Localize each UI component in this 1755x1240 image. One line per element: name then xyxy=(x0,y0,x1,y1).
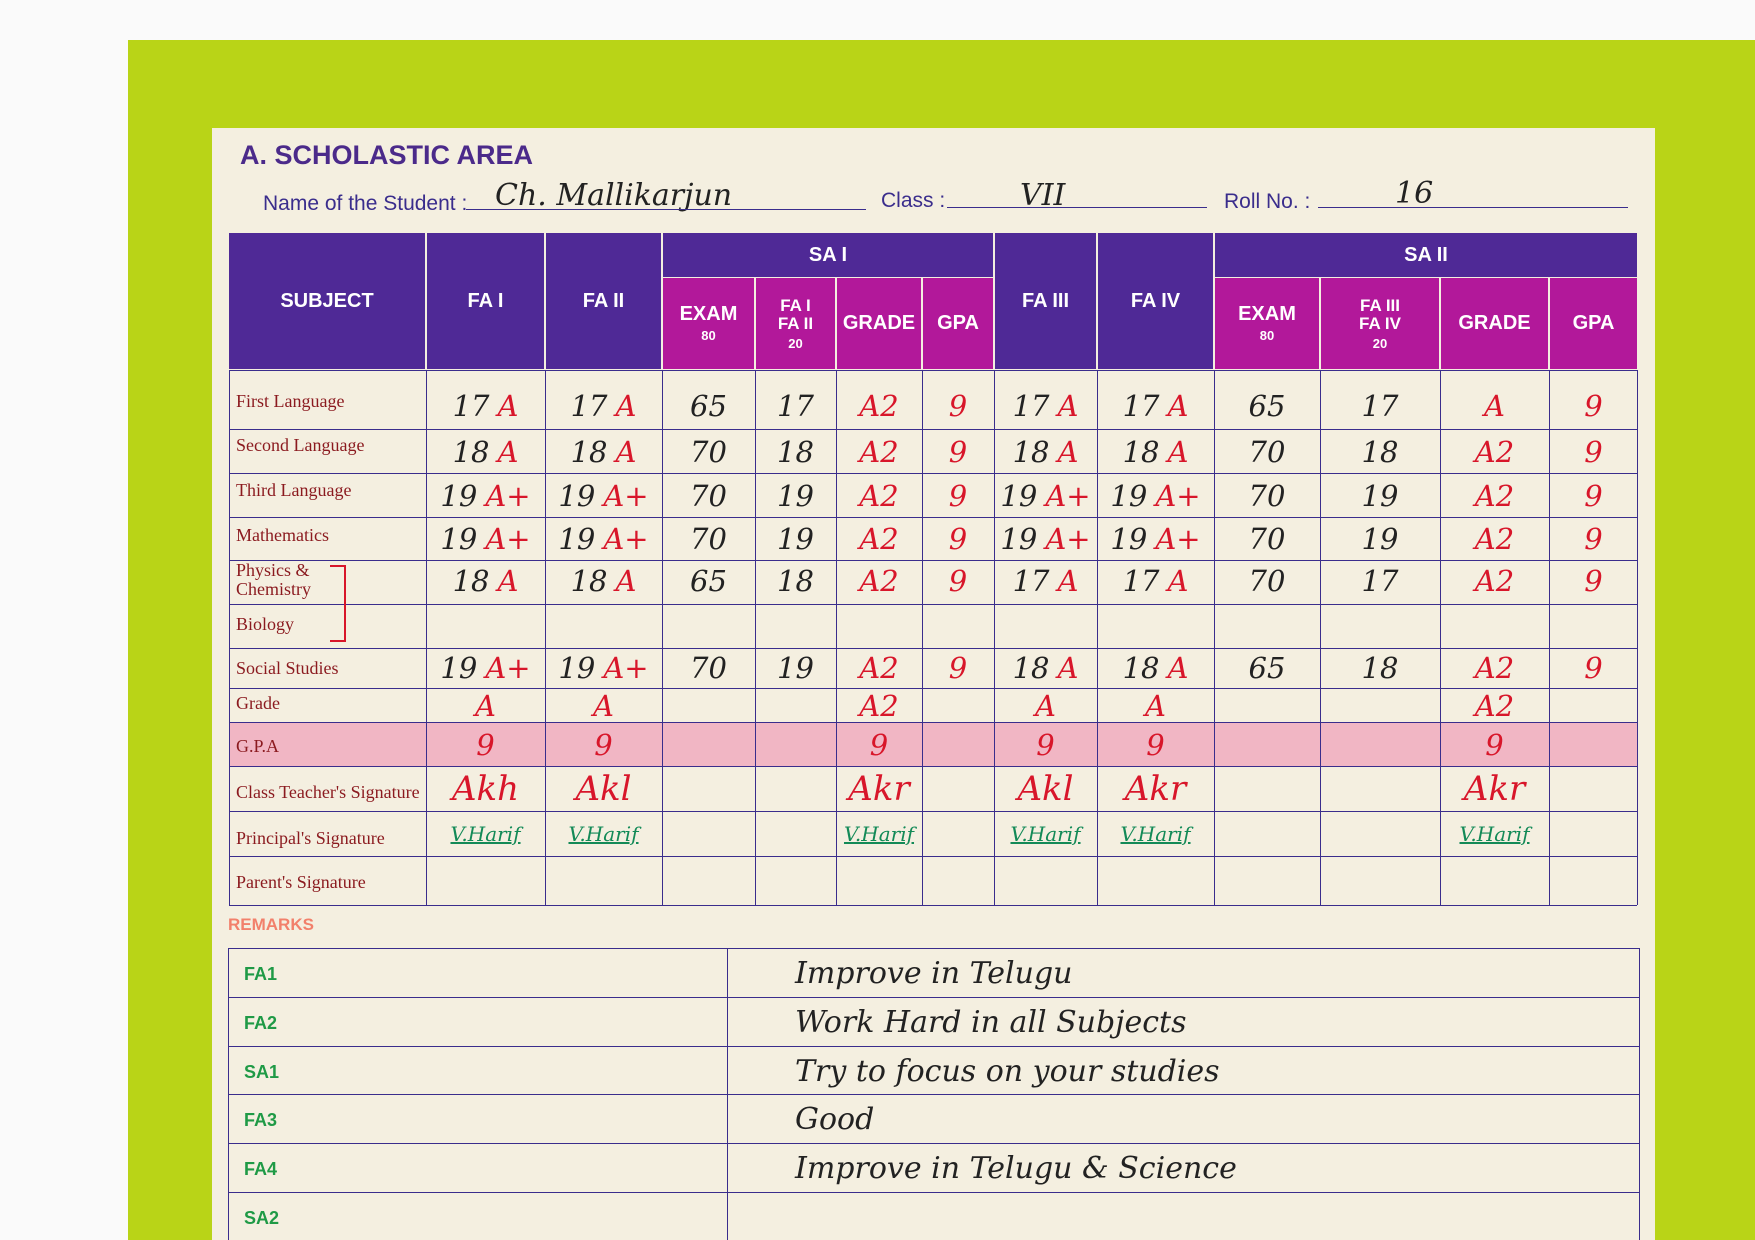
header-sa1: SA I xyxy=(663,233,993,277)
table-cell xyxy=(923,604,993,646)
mark-value: 18 xyxy=(1012,435,1050,469)
row-label-parent-signature: Parent's Signature xyxy=(236,872,366,892)
remarks-grid-line xyxy=(1639,948,1640,1240)
grade-value: A xyxy=(1167,435,1189,469)
table-cell xyxy=(1215,474,1319,518)
table-cell xyxy=(663,604,754,646)
grade-value: A+ xyxy=(603,522,649,556)
table-cell xyxy=(1321,648,1439,688)
table-cell xyxy=(1441,430,1548,474)
table-cell xyxy=(995,604,1096,646)
table-cell xyxy=(1550,518,1637,560)
mark-value: 18 xyxy=(452,564,490,598)
mark-value: 17 xyxy=(1122,389,1160,423)
table-cell xyxy=(546,560,661,602)
table-cell xyxy=(756,474,835,518)
grade-value: 9 xyxy=(1584,479,1603,513)
mark-value: 19 xyxy=(777,522,814,556)
grade-value: A2 xyxy=(859,435,899,469)
mark-value: 18 xyxy=(570,435,608,469)
remarks-grid-line xyxy=(228,948,1639,949)
roll-line xyxy=(1318,207,1628,208)
row-label-social-studies: Social Studies xyxy=(236,658,339,678)
table-cell xyxy=(1215,560,1319,602)
mark-value: 19 xyxy=(558,479,596,513)
table-cell xyxy=(1098,560,1213,602)
overall-gpa: 9 xyxy=(1485,727,1504,762)
table-cell xyxy=(923,384,993,428)
table-cell xyxy=(546,474,661,518)
teacher-signature: Akh xyxy=(451,769,520,809)
mark-value: 17 xyxy=(1012,564,1050,598)
mark-value: 18 xyxy=(1012,651,1050,685)
grade-value: A xyxy=(497,389,519,423)
table-cell xyxy=(1321,430,1439,474)
table-cell xyxy=(1550,648,1637,688)
grade-value: 9 xyxy=(948,522,968,556)
teacher-signature: Akl xyxy=(575,769,632,809)
table-column-line xyxy=(229,370,230,905)
overall-grade: A xyxy=(593,688,614,723)
grade-value: A+ xyxy=(1045,522,1091,556)
grade-value: A+ xyxy=(1045,479,1091,513)
class-label: Class : xyxy=(881,189,946,212)
principal-signature: V.Harif xyxy=(568,822,639,846)
mark-value: 17 xyxy=(1122,564,1160,598)
grade-value: A xyxy=(1484,389,1505,423)
header-sa2-gpa: GPA xyxy=(1550,278,1637,369)
table-cell xyxy=(663,518,754,560)
mark-value: 19 xyxy=(440,479,478,513)
mark-value: 70 xyxy=(690,435,727,469)
mark-value: 17 xyxy=(1361,389,1399,423)
table-cell xyxy=(756,560,835,602)
table-cell xyxy=(427,518,544,560)
remark-label: SA1 xyxy=(244,1062,280,1082)
overall-gpa-cell xyxy=(1441,723,1548,766)
mark-value: 19 xyxy=(558,651,596,685)
table-cell xyxy=(546,648,661,688)
table-cell xyxy=(1215,384,1319,428)
row-label-gpa: G.P.A xyxy=(236,736,280,756)
table-cell xyxy=(663,560,754,602)
principal-signature-cell xyxy=(995,812,1096,856)
mark-value: 70 xyxy=(690,651,727,685)
remark-label: FA4 xyxy=(244,1159,278,1179)
principal-signature: V.Harif xyxy=(1010,822,1081,846)
mark-value: 17 xyxy=(1012,389,1050,423)
grade-value: A+ xyxy=(603,479,649,513)
table-cell xyxy=(1321,604,1439,646)
grade-value: A2 xyxy=(859,389,899,423)
table-cell xyxy=(995,518,1096,560)
remarks-grid-line xyxy=(228,997,1639,998)
table-cell xyxy=(1098,648,1213,688)
grade-value: A2 xyxy=(859,522,899,556)
table-cell xyxy=(756,518,835,560)
mark-value: 19 xyxy=(558,522,596,556)
table-cell xyxy=(663,384,754,428)
table-cell xyxy=(1098,474,1213,518)
remarks-grid-line xyxy=(228,1143,1639,1144)
teacher-signature: Akr xyxy=(848,769,910,809)
table-cell xyxy=(995,560,1096,602)
table-row-line xyxy=(229,905,1637,906)
overall-gpa-cell xyxy=(427,723,544,766)
remarks-grid-line xyxy=(228,1094,1639,1095)
table-cell xyxy=(923,560,993,602)
grade-value: A xyxy=(1167,651,1189,685)
remarks-grid-line xyxy=(228,1192,1639,1193)
grade-value: 9 xyxy=(1584,564,1603,598)
row-label-mathematics: Mathematics xyxy=(236,525,329,545)
table-cell xyxy=(427,474,544,518)
remarks-grid-line xyxy=(228,1046,1639,1047)
table-cell xyxy=(837,384,921,428)
mark-value: 19 xyxy=(777,651,814,685)
mark-value: 19 xyxy=(440,522,478,556)
row-label-class-teacher-signature: Class Teacher's Signature xyxy=(236,782,420,802)
table-cell xyxy=(427,430,544,474)
principal-signature-cell xyxy=(1441,812,1548,856)
grade-value: A2 xyxy=(1474,651,1515,685)
mark-value: 17 xyxy=(452,389,490,423)
row-label-second-language: Second Language xyxy=(236,435,365,455)
grade-value: 9 xyxy=(948,564,968,598)
mark-value: 17 xyxy=(777,389,814,423)
grade-value: 9 xyxy=(948,651,968,685)
table-cell xyxy=(427,384,544,428)
table-cell xyxy=(923,430,993,474)
table-cell xyxy=(546,518,661,560)
table-cell xyxy=(1215,648,1319,688)
table-cell xyxy=(1098,518,1213,560)
overall-gpa: 9 xyxy=(1146,727,1165,762)
remark-text: Good xyxy=(795,1102,875,1137)
grade-value: A2 xyxy=(1474,435,1515,469)
remark-text: Work Hard in all Subjects xyxy=(795,1005,1187,1040)
table-cell xyxy=(837,430,921,474)
overall-gpa: 9 xyxy=(869,727,889,762)
table-cell xyxy=(1215,430,1319,474)
grade-value: 9 xyxy=(948,389,968,423)
overall-grade-cell xyxy=(427,689,544,722)
table-cell xyxy=(995,474,1096,518)
mark-value: 70 xyxy=(1248,522,1286,556)
header-sa1-exam: EXAM 80 xyxy=(663,278,754,369)
table-cell xyxy=(1550,604,1637,646)
overall-gpa: 9 xyxy=(476,727,495,762)
mark-value: 19 xyxy=(1000,522,1038,556)
table-cell xyxy=(1441,648,1548,688)
teacher-signature: Akr xyxy=(1124,769,1187,809)
overall-grade-cell xyxy=(1441,689,1548,722)
principal-signature: V.Harif xyxy=(450,822,521,846)
principal-signature-cell xyxy=(546,812,661,856)
table-cell xyxy=(1098,604,1213,646)
table-cell xyxy=(427,604,544,646)
overall-grade: A2 xyxy=(1474,688,1515,723)
teacher-signature-cell xyxy=(1441,767,1548,811)
header-sa1-gpa: GPA xyxy=(923,278,993,369)
student-name-label: Name of the Student : xyxy=(263,192,468,215)
row-label-third-language: Third Language xyxy=(236,480,352,500)
table-cell xyxy=(1441,384,1548,428)
grade-value: A2 xyxy=(859,564,899,598)
grade-value: A2 xyxy=(1474,479,1515,513)
row-label-principal-signature: Principal's Signature xyxy=(236,828,385,848)
grade-value: A xyxy=(497,435,519,469)
mark-value: 19 xyxy=(777,479,814,513)
mark-value: 70 xyxy=(1248,564,1286,598)
overall-grade-cell xyxy=(995,689,1096,722)
roll-label: Roll No. : xyxy=(1224,190,1311,213)
overall-gpa-cell xyxy=(546,723,661,766)
header-sa1-fa: FA I FA II 20 xyxy=(756,278,835,369)
table-cell xyxy=(837,560,921,602)
section-title: A. SCHOLASTIC AREA xyxy=(240,140,534,170)
mark-value: 18 xyxy=(1122,651,1160,685)
mark-value: 18 xyxy=(777,435,814,469)
grade-value: 9 xyxy=(1584,389,1603,423)
table-cell xyxy=(546,604,661,646)
grade-value: 9 xyxy=(1584,522,1603,556)
remark-text: Improve in Telugu & Science xyxy=(795,1151,1237,1186)
remarks-title: REMARKS xyxy=(228,915,314,934)
table-cell xyxy=(1441,560,1548,602)
grade-value: A xyxy=(1057,564,1079,598)
table-cell xyxy=(1321,518,1439,560)
table-cell xyxy=(756,648,835,688)
overall-grade-cell xyxy=(546,689,661,722)
teacher-signature: Akl xyxy=(1017,769,1074,809)
grade-value: A xyxy=(1057,389,1079,423)
grade-value: A2 xyxy=(859,479,899,513)
table-cell xyxy=(837,648,921,688)
header-subject: SUBJECT xyxy=(229,233,425,369)
roll-value: 16 xyxy=(1395,176,1434,211)
mark-value: 65 xyxy=(690,564,727,598)
header-fa4: FA IV xyxy=(1098,233,1213,369)
student-name-line xyxy=(466,209,866,210)
grade-value: A+ xyxy=(603,651,649,685)
table-cell xyxy=(995,430,1096,474)
overall-gpa-cell xyxy=(995,723,1096,766)
overall-grade: A xyxy=(475,688,496,723)
overall-grade-cell xyxy=(837,689,921,722)
grade-value: A+ xyxy=(485,522,531,556)
overall-gpa: 9 xyxy=(1036,727,1055,762)
grade-value: 9 xyxy=(948,435,968,469)
mark-value: 19 xyxy=(1361,522,1399,556)
grade-value: A xyxy=(615,564,637,598)
table-cell xyxy=(837,604,921,646)
table-cell xyxy=(1550,384,1637,428)
teacher-signature-cell xyxy=(427,767,544,811)
remark-label: FA1 xyxy=(244,964,278,984)
table-row-line xyxy=(229,370,1637,371)
table-cell xyxy=(1098,430,1213,474)
table-cell xyxy=(663,648,754,688)
overall-grade: A2 xyxy=(859,688,899,723)
table-cell xyxy=(1321,384,1439,428)
table-cell xyxy=(546,384,661,428)
remark-text: Try to focus on your studies xyxy=(795,1054,1220,1089)
teacher-signature-cell xyxy=(546,767,661,811)
science-bracket xyxy=(330,565,346,642)
table-cell xyxy=(995,648,1096,688)
grade-value: A xyxy=(1167,389,1189,423)
remark-label: FA2 xyxy=(244,1013,278,1033)
mark-value: 65 xyxy=(690,389,727,423)
principal-signature-cell xyxy=(837,812,921,856)
table-cell xyxy=(1441,518,1548,560)
mark-value: 70 xyxy=(1248,435,1286,469)
overall-gpa: 9 xyxy=(594,727,613,762)
table-cell xyxy=(1215,604,1319,646)
teacher-signature-cell xyxy=(995,767,1096,811)
grade-value: A+ xyxy=(1155,479,1201,513)
teacher-signature-cell xyxy=(837,767,921,811)
table-cell xyxy=(923,474,993,518)
table-cell xyxy=(1550,430,1637,474)
overall-gpa-cell xyxy=(837,723,921,766)
header-fa3: FA III xyxy=(995,233,1096,369)
table-cell xyxy=(995,384,1096,428)
mark-value: 70 xyxy=(690,479,727,513)
table-cell xyxy=(756,384,835,428)
header-fa2: FA II xyxy=(546,233,661,369)
header-sa2-fa: FA III FA IV 20 xyxy=(1321,278,1439,369)
overall-grade: A xyxy=(1035,688,1056,723)
table-cell xyxy=(1441,474,1548,518)
table-cell xyxy=(923,518,993,560)
table-cell xyxy=(837,474,921,518)
table-cell xyxy=(1098,384,1213,428)
table-cell xyxy=(546,430,661,474)
grade-value: A+ xyxy=(1155,522,1201,556)
row-label-biology: Biology xyxy=(236,614,295,634)
row-label-physics-chemistry: Physics & Chemistry xyxy=(236,560,311,599)
mark-value: 18 xyxy=(452,435,490,469)
grade-value: A2 xyxy=(1474,522,1515,556)
grade-value: A2 xyxy=(859,651,899,685)
header-sa2-grade: GRADE xyxy=(1441,278,1548,369)
mark-value: 18 xyxy=(1361,435,1399,469)
grade-value: A xyxy=(1057,435,1079,469)
table-cell xyxy=(923,648,993,688)
remark-label: SA2 xyxy=(244,1208,280,1228)
principal-signature: V.Harif xyxy=(1120,822,1191,846)
teacher-signature: Akr xyxy=(1463,769,1526,809)
table-cell xyxy=(1441,604,1548,646)
teacher-signature-cell xyxy=(1098,767,1213,811)
principal-signature-cell xyxy=(427,812,544,856)
grade-value: 9 xyxy=(1584,435,1603,469)
principal-signature: V.Harif xyxy=(1459,822,1530,846)
remark-text: Improve in Telugu xyxy=(795,956,1073,991)
table-cell xyxy=(1215,518,1319,560)
principal-signature: V.Harif xyxy=(843,822,915,846)
table-cell xyxy=(837,518,921,560)
grade-value: A xyxy=(497,564,519,598)
grade-value: A2 xyxy=(1474,564,1515,598)
mark-value: 65 xyxy=(1248,389,1286,423)
mark-value: 65 xyxy=(1248,651,1286,685)
header-sa1-grade: GRADE xyxy=(837,278,921,369)
table-cell xyxy=(427,648,544,688)
grade-value: A xyxy=(1057,651,1079,685)
header-fa1: FA I xyxy=(427,233,544,369)
row-label-first-language: First Language xyxy=(236,391,345,411)
mark-value: 19 xyxy=(1110,479,1148,513)
mark-value: 19 xyxy=(440,651,478,685)
overall-grade-cell xyxy=(1098,689,1213,722)
table-column-line xyxy=(1637,370,1638,905)
grade-value: A xyxy=(1167,564,1189,598)
mark-value: 70 xyxy=(1248,479,1286,513)
mark-value: 17 xyxy=(570,389,608,423)
mark-value: 18 xyxy=(570,564,608,598)
table-cell xyxy=(756,604,835,646)
mark-value: 70 xyxy=(690,522,727,556)
table-cell xyxy=(663,474,754,518)
table-cell xyxy=(756,430,835,474)
overall-gpa-cell xyxy=(1098,723,1213,766)
principal-signature-cell xyxy=(1098,812,1213,856)
class-value: VII xyxy=(1020,178,1066,213)
mark-value: 19 xyxy=(1000,479,1038,513)
mark-value: 18 xyxy=(777,564,814,598)
mark-value: 19 xyxy=(1110,522,1148,556)
table-cell xyxy=(1550,474,1637,518)
table-cell xyxy=(663,430,754,474)
grade-value: 9 xyxy=(948,479,968,513)
grade-value: A xyxy=(615,435,637,469)
grade-value: 9 xyxy=(1584,651,1603,685)
grade-value: A xyxy=(615,389,637,423)
class-line xyxy=(947,207,1207,208)
table-cell xyxy=(1321,474,1439,518)
table-cell xyxy=(1321,560,1439,602)
grade-value: A+ xyxy=(485,479,531,513)
overall-grade: A xyxy=(1145,688,1166,723)
mark-value: 19 xyxy=(1361,479,1399,513)
mark-value: 18 xyxy=(1361,651,1399,685)
mark-value: 17 xyxy=(1361,564,1399,598)
table-cell xyxy=(427,560,544,602)
remark-label: FA3 xyxy=(244,1110,278,1130)
header-sa2: SA II xyxy=(1215,233,1637,277)
mark-value: 18 xyxy=(1122,435,1160,469)
grade-value: A+ xyxy=(485,651,531,685)
table-cell xyxy=(1550,560,1637,602)
row-label-grade: Grade xyxy=(236,693,280,713)
header-sa2-exam: EXAM 80 xyxy=(1215,278,1319,369)
student-name-value: Ch. Mallikarjun xyxy=(495,178,733,213)
table-row-line xyxy=(229,856,1637,857)
